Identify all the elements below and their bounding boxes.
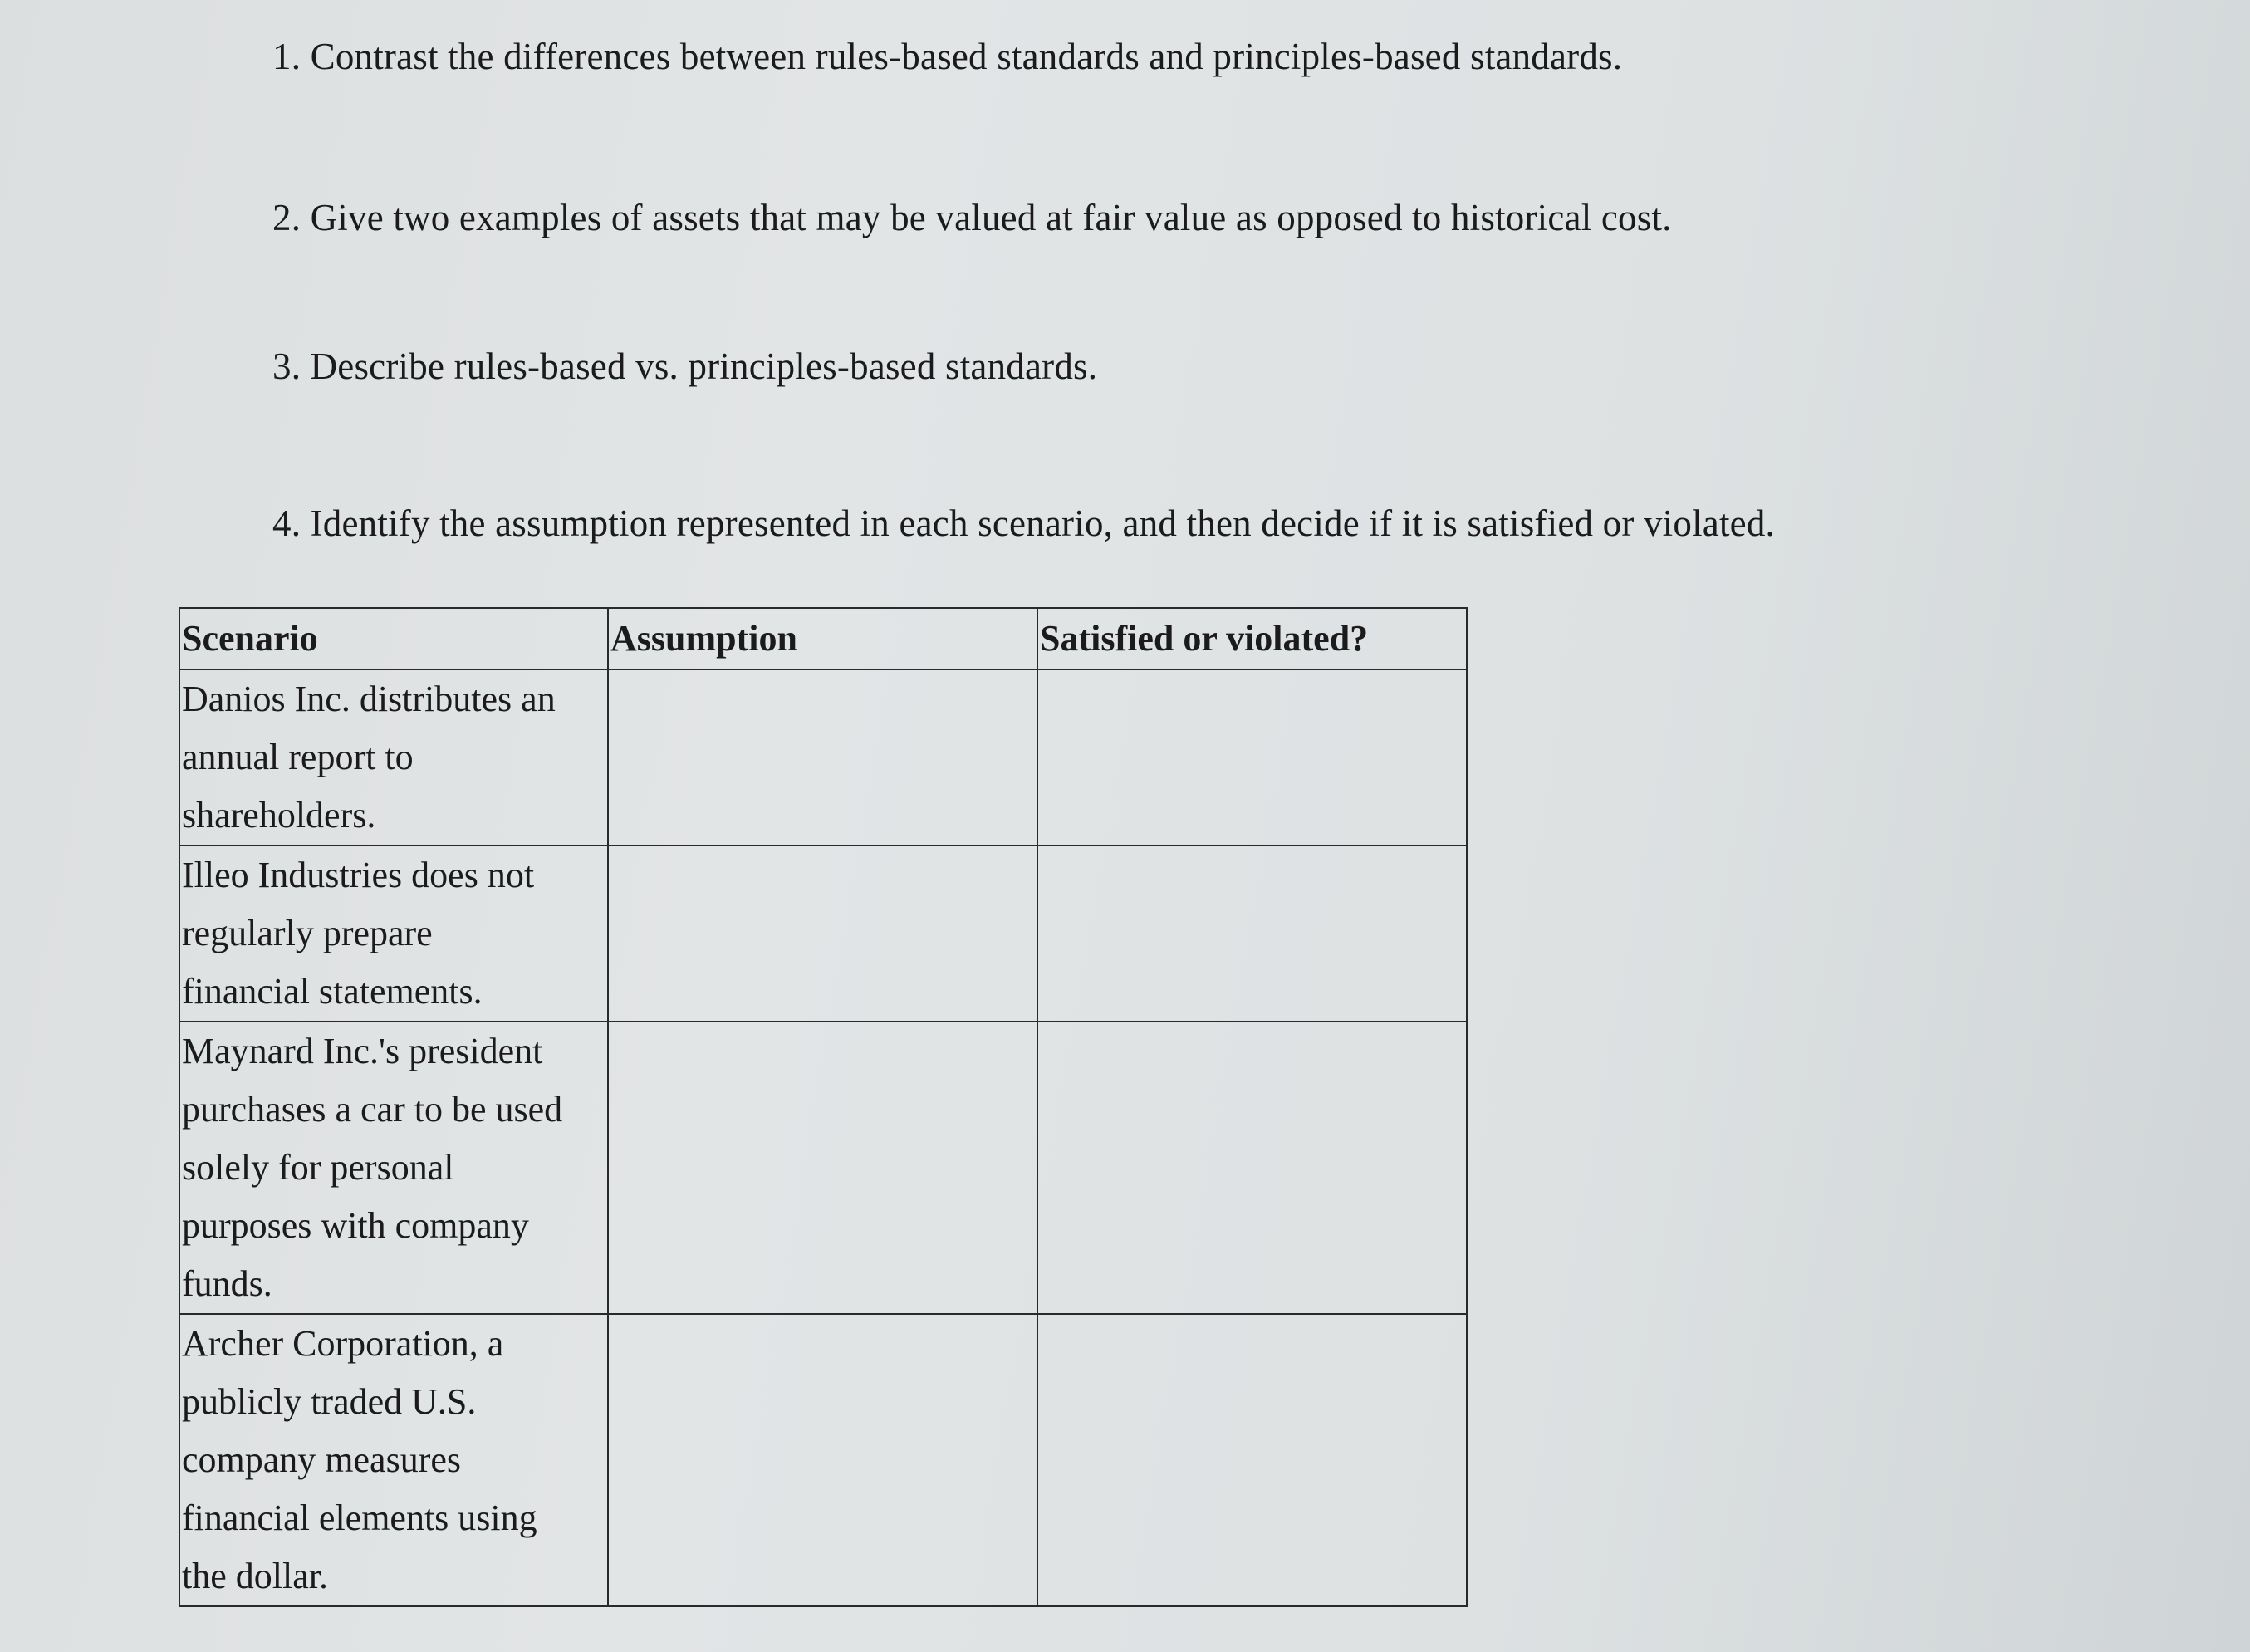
scenario-line: Maynard Inc.'s president (182, 1031, 543, 1071)
scenario-line: Archer Corporation, a (182, 1323, 504, 1364)
scenario-line: regularly prepare (182, 913, 433, 953)
header-satisfied-or-violated: Satisfied or violated? (1037, 608, 1467, 669)
assumption-cell[interactable] (608, 1022, 1037, 1314)
status-cell[interactable] (1037, 669, 1467, 846)
table-row (179, 1314, 1467, 1606)
table-row (179, 669, 1467, 846)
header-assumption: Assumption (608, 608, 1037, 669)
scenario-line: financial statements. (182, 971, 483, 1012)
scenario-cell (179, 1314, 608, 1606)
question-2: 2. Give two examples of assets that may be valued at fair value as opposed to historical cost. (272, 197, 1672, 238)
scenario-line: annual report to (182, 737, 414, 777)
scenario-cell (179, 1022, 608, 1314)
scenario-line: solely for personal (182, 1147, 454, 1188)
assumption-cell[interactable] (608, 1314, 1037, 1606)
scenario-line: purchases a car to be used (182, 1089, 563, 1130)
scenario-line: Danios Inc. distributes an (182, 679, 556, 719)
table-row (179, 846, 1467, 1022)
scenario-line: financial elements using (182, 1498, 537, 1538)
status-cell[interactable] (1037, 1022, 1467, 1314)
scenario-line: purposes with company (182, 1205, 529, 1246)
scenario-cell (179, 669, 608, 846)
scenario-line: shareholders. (182, 795, 376, 836)
table-row (179, 1022, 1467, 1314)
status-cell[interactable] (1037, 1314, 1467, 1606)
scenario-line: company measures (182, 1439, 461, 1480)
scenario-line: funds. (182, 1263, 272, 1304)
scenario-cell (179, 846, 608, 1022)
status-cell[interactable] (1037, 846, 1467, 1022)
question-4: 4. Identify the assumption represented in each scenario, and then decide if it is satisfied or violated. (272, 502, 1775, 544)
question-1: 1. Contrast the differences between rules-based standards and principles-based standards. (272, 36, 1623, 77)
table-header-row (179, 608, 1467, 669)
scenario-line: the dollar. (182, 1556, 328, 1596)
assumption-cell[interactable] (608, 669, 1037, 846)
scenario-line: publicly traded U.S. (182, 1381, 477, 1422)
scenario-table (179, 607, 1468, 1607)
header-scenario: Scenario (179, 608, 608, 669)
question-3: 3. Describe rules-based vs. principles-based standards. (272, 346, 1098, 387)
assumption-cell[interactable] (608, 846, 1037, 1022)
scenario-line: Illeo Industries does not (182, 855, 535, 895)
